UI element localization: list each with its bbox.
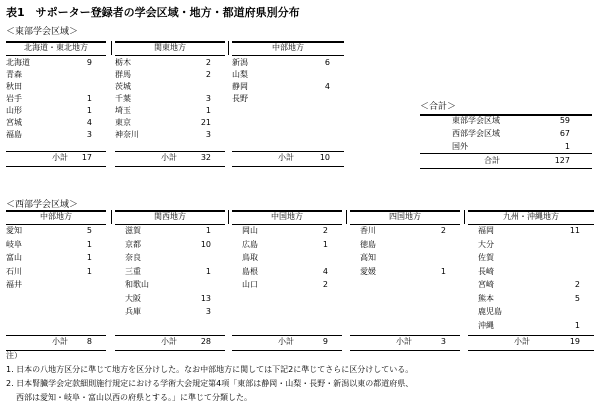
- region-count: 1: [564, 142, 570, 151]
- prefecture-name: 岡山: [242, 226, 258, 235]
- bottom-rule: [6, 166, 106, 167]
- region-header: 北海道・東北地方: [24, 43, 88, 52]
- prefecture-name: 静岡: [232, 82, 248, 91]
- prefecture-name: 群馬: [115, 70, 131, 79]
- prefecture-count: 3: [205, 94, 211, 103]
- subtotal-label: 小計: [278, 153, 294, 162]
- west-section-label: ＜西部学会区域＞: [6, 200, 79, 210]
- subtotal-label: 小計: [161, 337, 177, 346]
- prefecture-name: 福井: [6, 280, 22, 289]
- prefecture-name: 山口: [242, 280, 258, 289]
- prefecture-name: 埼玉: [115, 106, 131, 115]
- bottom-rule: [232, 166, 344, 167]
- column-divider: [228, 41, 229, 55]
- prefecture-count: 3: [205, 307, 211, 316]
- subtotal-label: 小計: [278, 337, 294, 346]
- prefecture-count: 4: [86, 118, 92, 127]
- header-bottom-rule: [468, 224, 594, 225]
- prefecture-name: 滋賀: [125, 226, 141, 235]
- subtotal-value: 32: [200, 153, 211, 162]
- prefecture-count: 1: [86, 239, 92, 249]
- prefecture-name: 三重: [125, 266, 141, 276]
- prefecture-count: 2: [440, 226, 446, 235]
- prefecture-name: 奈良: [125, 253, 141, 262]
- prefecture-name: 高知: [360, 253, 376, 262]
- notes-heading: 注）: [6, 351, 22, 360]
- prefecture-name: 東京: [115, 118, 131, 127]
- subtotal-value: 17: [81, 153, 92, 162]
- subtotal-rule: [468, 335, 594, 336]
- prefecture-name: 愛知: [6, 226, 22, 235]
- prefecture-count: 1: [440, 266, 446, 276]
- header-bottom-rule: [6, 224, 106, 225]
- subtotal-rule: [232, 335, 342, 336]
- prefecture-count: 3: [205, 130, 211, 139]
- region-header: 関西地方: [154, 212, 186, 221]
- prefecture-count: 1: [574, 320, 580, 330]
- prefecture-count: 1: [86, 266, 92, 276]
- prefecture-name: 石川: [6, 266, 22, 276]
- note-line-1: 1. 日本の八地方区分に準じて地方を区分けした。なお中部地方に関しては下記2に準じてさらに区分けしている。: [6, 365, 414, 374]
- region-count: 59: [559, 116, 570, 125]
- prefecture-name: 宮崎: [478, 280, 494, 289]
- prefecture-count: 13: [200, 293, 211, 303]
- totals-bottom-rule: [420, 168, 592, 169]
- prefecture-name: 富山: [6, 253, 22, 262]
- prefecture-name: 熊本: [478, 293, 494, 303]
- prefecture-name: 青森: [6, 70, 22, 79]
- prefecture-count: 2: [322, 226, 328, 235]
- prefecture-count: 5: [86, 226, 92, 235]
- prefecture-name: 神奈川: [115, 130, 139, 139]
- total-value: 127: [554, 156, 570, 165]
- prefecture-count: 1: [322, 239, 328, 249]
- prefecture-name: 徳島: [360, 239, 376, 249]
- prefecture-name: 鹿児島: [478, 307, 502, 316]
- region-count: 67: [559, 129, 570, 138]
- prefecture-name: 福島: [6, 130, 22, 139]
- header-bottom-rule: [115, 55, 225, 56]
- prefecture-count: 11: [569, 226, 580, 235]
- prefecture-name: 香川: [360, 226, 376, 235]
- note-line-3: 西部は愛知・岐阜・富山以西の府県とする。」に準じて分類した。: [16, 393, 252, 402]
- prefecture-name: 和歌山: [125, 280, 149, 289]
- prefecture-name: 鳥取: [242, 253, 258, 262]
- prefecture-count: 4: [324, 82, 330, 91]
- prefecture-name: 福岡: [478, 226, 494, 235]
- prefecture-count: 10: [200, 239, 211, 249]
- subtotal-value: 19: [569, 337, 580, 346]
- region-name: 東部学会区域: [452, 116, 500, 125]
- region-header: 中部地方: [40, 212, 72, 221]
- subtotal-label: 小計: [52, 337, 68, 346]
- region-name: 西部学会区域: [452, 129, 500, 138]
- subtotal-rule: [6, 335, 106, 336]
- column-divider: [111, 41, 112, 55]
- prefecture-count: 1: [86, 94, 92, 103]
- prefecture-count: 2: [322, 280, 328, 289]
- subtotal-label: 小計: [52, 153, 68, 162]
- header-bottom-rule: [115, 224, 225, 225]
- bottom-rule: [350, 350, 460, 351]
- subtotal-value: 8: [86, 337, 92, 346]
- totals-section-label: ＜合計＞: [420, 102, 457, 112]
- prefecture-name: 千葉: [115, 94, 131, 103]
- prefecture-name: 茨城: [115, 82, 131, 91]
- prefecture-name: 山梨: [232, 70, 248, 79]
- prefecture-name: 愛媛: [360, 266, 376, 276]
- bottom-rule: [468, 350, 594, 351]
- prefecture-name: 沖縄: [478, 320, 494, 330]
- prefecture-count: 21: [200, 118, 211, 127]
- region-header: 九州・沖縄地方: [503, 212, 559, 221]
- prefecture-name: 佐賀: [478, 253, 494, 262]
- note-line-2: 2. 日本腎臓学会定款細則施行規定における学術大会規定第4項「東部は静岡・山梨・長野・新潟以東の都道府県、: [6, 379, 414, 388]
- prefecture-name: 栃木: [115, 58, 131, 67]
- prefecture-count: 2: [205, 58, 211, 67]
- subtotal-value: 10: [319, 153, 330, 162]
- subtotal-rule: [115, 151, 225, 152]
- prefecture-name: 京都: [125, 239, 141, 249]
- region-name: 国外: [452, 142, 468, 151]
- header-bottom-rule: [350, 224, 460, 225]
- region-header: 中部地方: [272, 43, 304, 52]
- prefecture-count: 1: [205, 266, 211, 276]
- subtotal-value: 3: [440, 337, 446, 346]
- prefecture-name: 広島: [242, 239, 258, 249]
- prefecture-name: 長野: [232, 94, 248, 103]
- prefecture-count: 1: [205, 106, 211, 115]
- subtotal-label: 小計: [396, 337, 412, 346]
- region-header: 関東地方: [154, 43, 186, 52]
- prefecture-name: 岩手: [6, 94, 22, 103]
- subtotal-value: 28: [200, 337, 211, 346]
- bottom-rule: [115, 166, 225, 167]
- prefecture-name: 大分: [478, 239, 494, 249]
- totals-rule: [420, 153, 592, 154]
- column-divider: [228, 210, 229, 224]
- header-bottom-rule: [232, 55, 344, 56]
- east-section-label: ＜東部学会区域＞: [6, 27, 79, 37]
- prefecture-count: 2: [205, 70, 211, 79]
- subtotal-rule: [232, 151, 344, 152]
- subtotal-rule: [350, 335, 460, 336]
- prefecture-count: 3: [86, 130, 92, 139]
- prefecture-name: 島根: [242, 266, 258, 276]
- prefecture-name: 秋田: [6, 82, 22, 91]
- page-title: 表1 サポーター登録者の学会区域・地方・都道府県別分布: [6, 6, 300, 19]
- prefecture-count: 6: [324, 58, 330, 67]
- bottom-rule: [115, 350, 225, 351]
- prefecture-count: 1: [86, 253, 92, 262]
- prefecture-count: 4: [322, 266, 328, 276]
- prefecture-name: 長崎: [478, 266, 494, 276]
- subtotal-value: 9: [322, 337, 328, 346]
- subtotal-rule: [6, 151, 106, 152]
- prefecture-count: 1: [86, 106, 92, 115]
- prefecture-count: 1: [205, 226, 211, 235]
- prefecture-name: 大阪: [125, 293, 141, 303]
- prefecture-count: 5: [574, 293, 580, 303]
- total-label: 合計: [484, 156, 500, 165]
- prefecture-name: 北海道: [6, 58, 30, 67]
- prefecture-count: 2: [574, 280, 580, 289]
- prefecture-name: 宮城: [6, 118, 22, 127]
- region-header: 四国地方: [389, 212, 421, 221]
- subtotal-label: 小計: [161, 153, 177, 162]
- prefecture-name: 岐阜: [6, 239, 22, 249]
- prefecture-name: 山形: [6, 106, 22, 115]
- region-header: 中国地方: [271, 212, 303, 221]
- prefecture-name: 新潟: [232, 58, 248, 67]
- column-divider: [111, 210, 112, 224]
- prefecture-count: 9: [86, 58, 92, 67]
- header-bottom-rule: [6, 55, 106, 56]
- bottom-rule: [232, 350, 342, 351]
- prefecture-name: 兵庫: [125, 307, 141, 316]
- header-bottom-rule: [232, 224, 342, 225]
- subtotal-rule: [115, 335, 225, 336]
- column-divider: [346, 210, 347, 224]
- subtotal-label: 小計: [514, 337, 530, 346]
- column-divider: [464, 210, 465, 224]
